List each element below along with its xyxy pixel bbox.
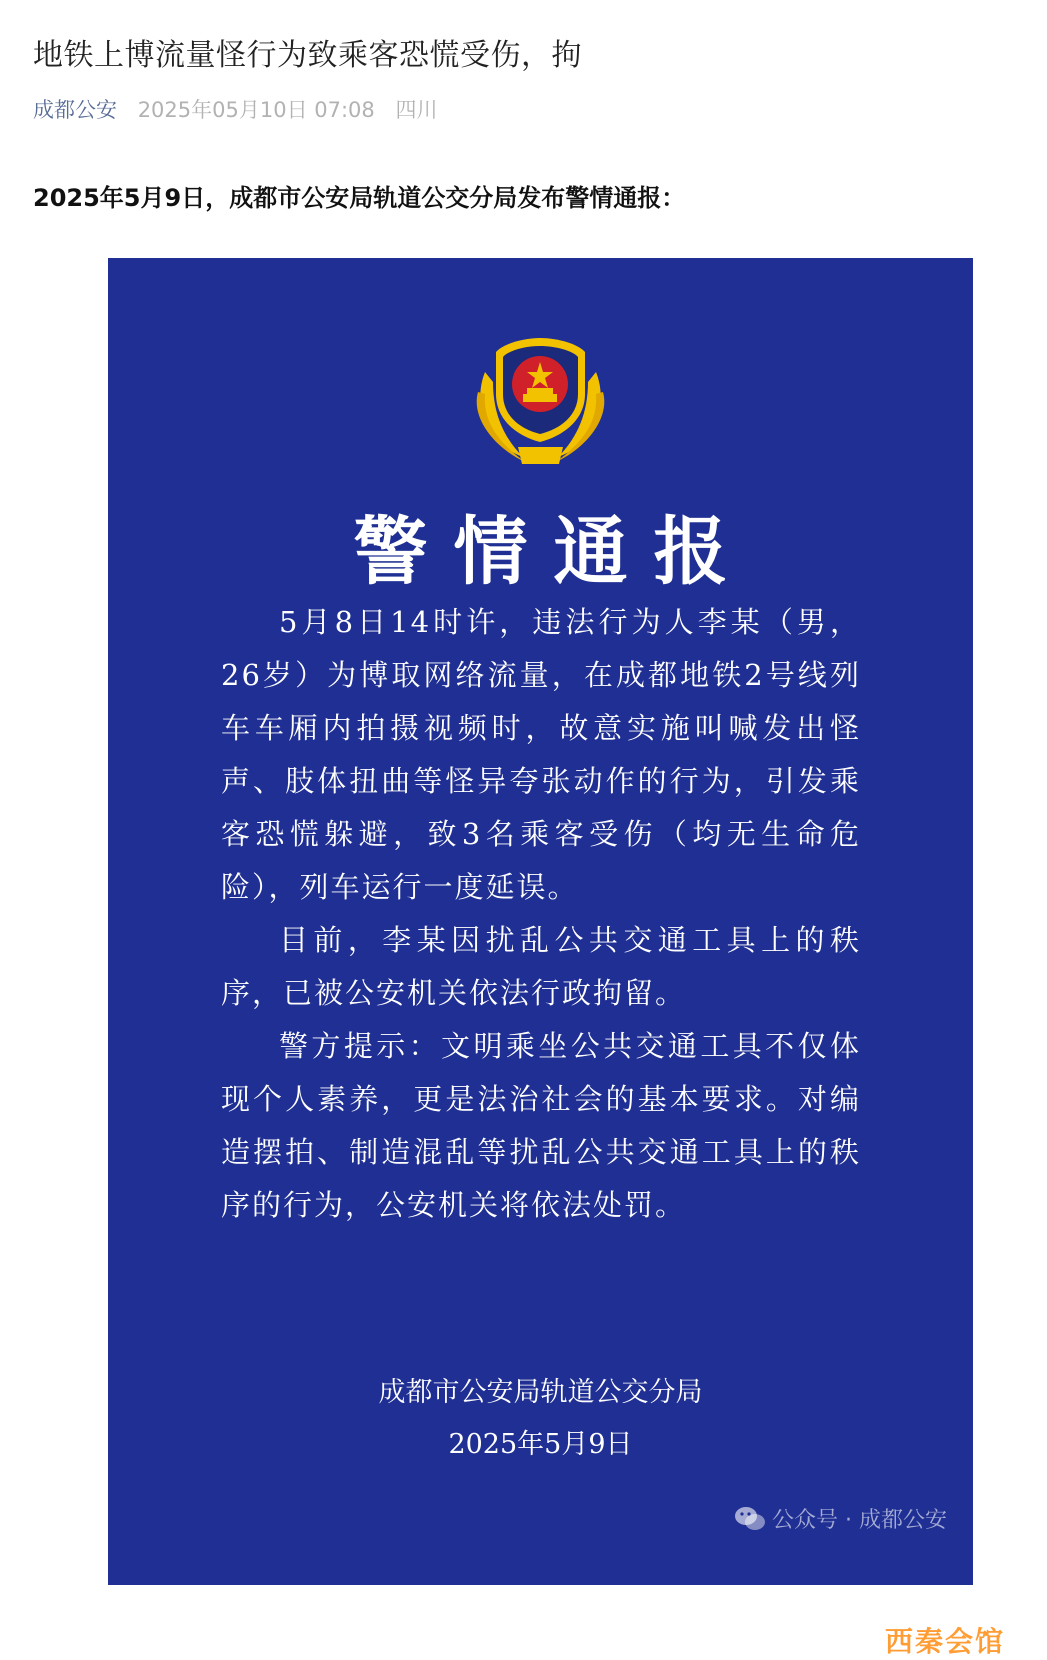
lead-paragraph: 2025年5月9日，成都市公安局轨道公交分局发布警情通报： [33,184,686,212]
notice-signature [108,1368,973,1472]
author-link[interactable]: 成都公安 [33,98,117,122]
notice-paragraph: 警方提示：文明乘坐公共交通工具不仅体现个人素养，更是法治社会的基本要求。对编造摆拍、制造混乱等扰乱公共交通工具上的秩序的行为，公安机关将依法处罚。 [221,1029,861,1222]
watermark-text: 公众号 · 成都公安 [772,1508,947,1533]
notice-body [221,596,861,1232]
notice-paragraph: 5月8日14时许，违法行为人李某（男，26岁）为博取网络流量，在成都地铁2号线列车车厢内拍摄视频时，故意实施叫喊发出怪声、肢体扭曲等怪异夸张动作的行为，引发乘客恐慌躲避，致3名乘客受伤（均无生命危险），列车运行一度延误。 [221,605,861,904]
police-emblem-icon [463,332,618,472]
site-watermark: 西秦会馆 [884,1625,1005,1658]
publish-date: 2025年05月10日 07:08 [137,98,375,122]
publish-location: 四川 [395,98,438,122]
police-notice-image [108,258,973,1585]
signature-org: 成都市公安局轨道公交分局 [378,1377,703,1408]
notice-paragraph: 目前，李某因扰乱公共交通工具上的秩序，已被公安机关依法行政拘留。 [221,923,861,1010]
signature-date: 2025年5月9日 [448,1429,633,1460]
image-watermark [734,1503,947,1534]
article-title: 地铁上博流量怪行为致乘客恐慌受伤，拘 [33,38,582,73]
notice-heading: 警情通报 [353,509,754,595]
article-meta [33,94,437,124]
wechat-icon [734,1506,766,1532]
